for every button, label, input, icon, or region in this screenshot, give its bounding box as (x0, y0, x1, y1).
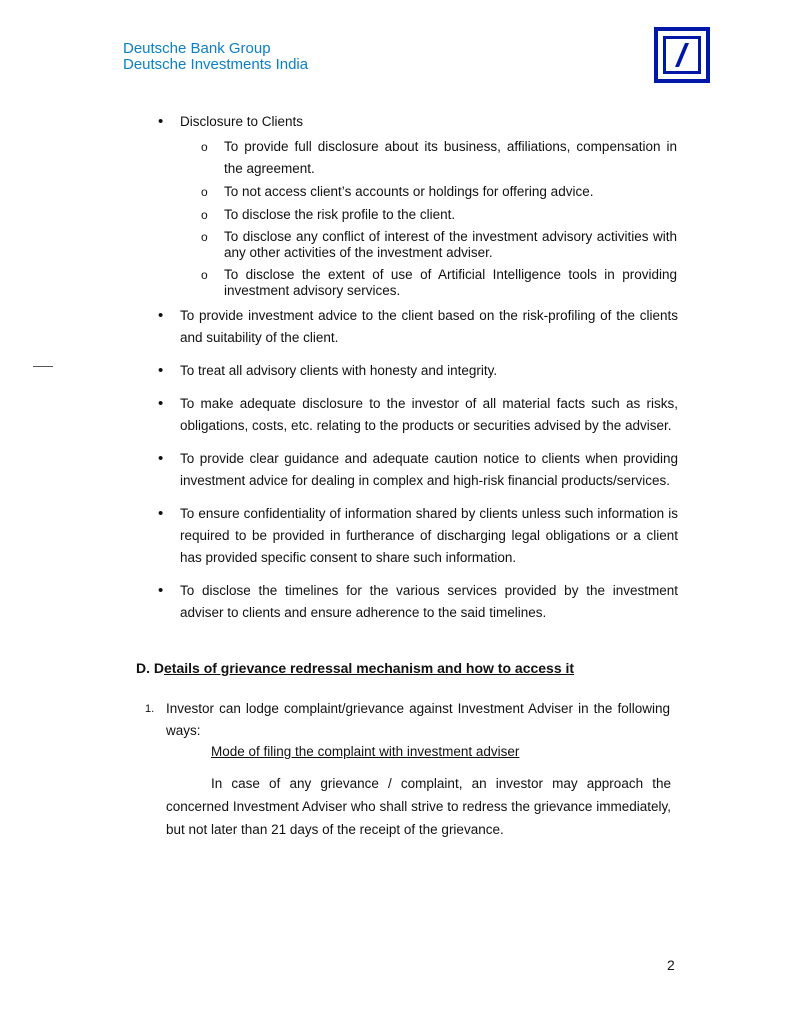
bullet-text: To provide clear guidance and adequate caution notice to clients when providing investment advice for dealing in complex and high-risk financial products/services. (180, 451, 678, 488)
sub-bullet-text: To disclose the extent of use of Artificial Intelligence tools in providing investment advisory services. (224, 267, 677, 298)
sub-bullet-text: To disclose any conflict of interest of the investment advisory activities with any other activities of the investment adviser. (224, 229, 677, 260)
sub-bullet-text: To not access client’s accounts or holdings for offering advice. (224, 184, 594, 199)
bullet-text: To disclose the timelines for the various services provided by the investment adviser to clients and ensure adherence to the said timelines. (180, 583, 678, 620)
bullet-disclosure-to-clients (158, 111, 678, 133)
brand-line-group: Deutsche Bank Group (123, 40, 271, 57)
item-number: 1. (145, 703, 155, 715)
page-number: 2 (667, 957, 675, 973)
bullet-dot: • (158, 450, 164, 467)
bullet-item (158, 580, 678, 624)
sub-bullet-item (201, 204, 677, 226)
deutsche-bank-logo-icon (654, 27, 710, 83)
sub-bullet-item (201, 181, 677, 203)
sub-bullet-text: To provide full disclosure about its business, affiliations, compensation in the agreement. (224, 139, 677, 176)
sub-bullet-circle: o (201, 230, 208, 244)
sub-bullet-circle: o (201, 185, 208, 199)
sub-bullet-circle: o (201, 208, 208, 222)
bullet-dot: • (158, 582, 164, 599)
sub-bullet-circle: o (201, 268, 208, 282)
bullet-item (158, 393, 678, 437)
bullet-text: To make adequate disclosure to the investor of all material facts such as risks, obligations, costs, etc. relating to the products or securities advised by the adviser. (180, 396, 678, 433)
sub-bullet-item (201, 229, 677, 261)
section-d-heading (136, 660, 574, 676)
bullet-item (158, 503, 678, 569)
bullet-text: To ensure confidentiality of information shared by clients unless such information is required to be provided in furtherance of discharging legal obligations or a client has provided specific consent to share such information. (180, 506, 678, 565)
bullet-item (158, 305, 678, 349)
bullet-text: To treat all advisory clients with honesty and integrity. (180, 363, 498, 378)
grievance-paragraph: In case of any grievance / complaint, an investor may approach the concerned Investment Adviser who shall strive to redress the grievance immediately, but not later than 21 days of the receipt of the grievance. (166, 776, 671, 837)
brand-header (123, 41, 308, 73)
section-d-title: etails of grievance redressal mechanism and how to access it (164, 660, 575, 676)
bullet-dot: • (158, 395, 164, 412)
brand-line-division: Deutsche Investments India (123, 56, 309, 73)
sub-bullet-text: To disclose the risk profile to the client. (224, 207, 456, 222)
item-text: Investor can lodge complaint/grievance against Investment Adviser in the following ways: (166, 701, 670, 738)
bullet-item (158, 448, 678, 492)
sub-bullet-item (201, 136, 677, 180)
bullet-dot: • (158, 362, 164, 379)
sub-bullet-item (201, 267, 677, 299)
bullet-item (158, 360, 678, 382)
bullet-text: To provide investment advice to the client based on the risk-profiling of the clients and suitability of the client. (180, 308, 678, 345)
sub-bullet-circle: o (201, 140, 208, 154)
section-d-prefix: D. D (136, 660, 164, 676)
bullet-dot: • (158, 505, 164, 522)
logo-slash-icon (658, 31, 706, 79)
bullet-text: Disclosure to Clients (180, 114, 304, 129)
numbered-item (145, 698, 670, 742)
bullet-dot: • (158, 307, 164, 324)
mode-of-filing-heading: Mode of filing the complaint with investment adviser (211, 744, 520, 759)
bullet-dot: • (158, 113, 164, 130)
margin-mark (33, 366, 53, 367)
